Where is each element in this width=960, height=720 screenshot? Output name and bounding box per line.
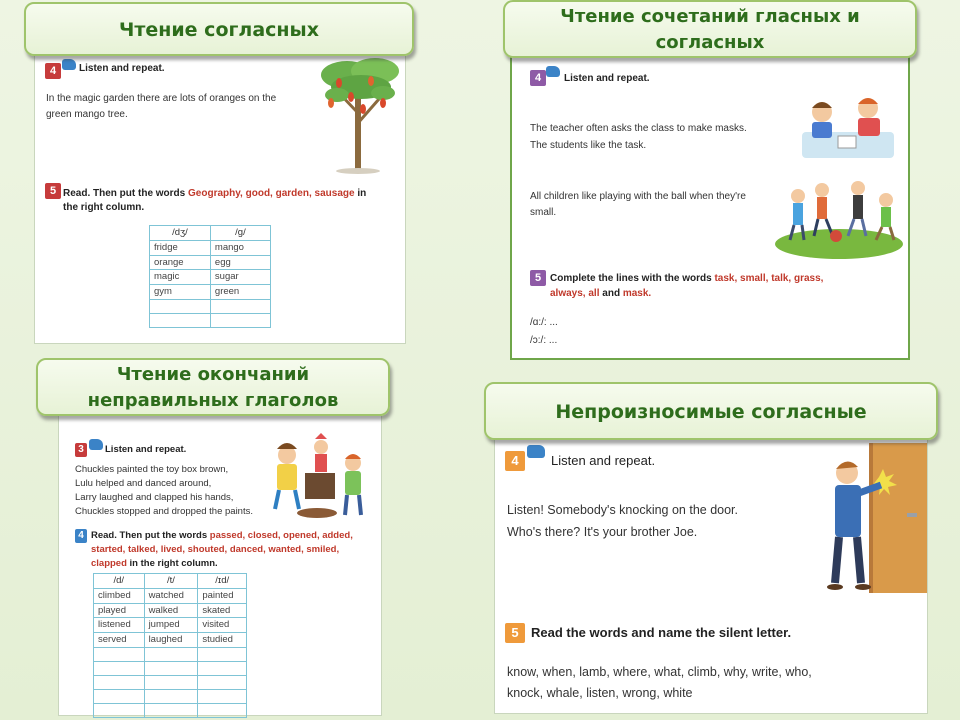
column-header: /g/ [210, 226, 270, 241]
exercise-4-badge: 4 [530, 70, 546, 86]
column-header: /dʒ/ [150, 226, 211, 241]
word-geography: Geography, [188, 188, 243, 199]
word-small: small, [740, 273, 769, 284]
exercise-5-suffix: in [357, 188, 367, 199]
exercise-3-instruction: Listen and repeat. [105, 444, 187, 455]
audio-cd-icon [89, 439, 103, 450]
table-cell: green [210, 285, 270, 300]
verb-endings-table [93, 573, 247, 718]
table-row [94, 618, 247, 633]
textbook-page-irregular-verb-endings [58, 412, 382, 716]
audio-cd-icon [527, 445, 545, 458]
table-cell [198, 647, 247, 661]
audio-cd-icon [62, 59, 76, 70]
column-header: /t/ [144, 574, 198, 589]
poem-line-2: Lulu helped and danced around, [75, 478, 212, 489]
word-all: all [588, 288, 600, 299]
table-cell: egg [210, 255, 270, 270]
table-row [94, 603, 247, 618]
verb-list-1: passed, closed, opened, added, [209, 530, 353, 541]
table-cell [94, 661, 145, 675]
table-cell [94, 689, 145, 703]
table-row [150, 255, 271, 270]
children-making-masks-illustration [794, 90, 900, 162]
table-cell [144, 689, 198, 703]
audio-cd-icon [546, 66, 560, 77]
exercise-5-instruction [550, 272, 906, 287]
exercise-4-line-4: small. [530, 207, 557, 218]
banner-silent-consonants: Непроизносимые согласные [484, 382, 938, 440]
banner-consonants: Чтение согласных [24, 2, 414, 56]
table-cell: skated [198, 603, 247, 618]
table-cell: studied [198, 633, 247, 648]
table-cell [198, 689, 247, 703]
sound-table [149, 225, 271, 328]
exercise-4-line-2: green mango tree. [46, 109, 128, 120]
poem-line-1: Chuckles painted the toy box brown, [75, 464, 229, 475]
table-cell [150, 313, 211, 327]
table-cell [150, 299, 211, 313]
table-cell [144, 647, 198, 661]
table-row [150, 299, 271, 313]
table-cell [144, 675, 198, 689]
exercise-4-line-1: In the magic garden there are lots of oranges on the [46, 93, 277, 104]
poem-line-3: Larry laughed and clapped his hands, [75, 492, 234, 503]
table-cell [144, 661, 198, 675]
table-row [94, 703, 247, 717]
banner-line-2: неправильных глаголов [87, 390, 339, 411]
table-cell: orange [150, 255, 211, 270]
children-playing-ball-illustration [774, 170, 904, 260]
banner-line-2: согласных [655, 32, 765, 53]
verb-list-2: started, talked, lived, shouted, danced, wanted, smiled, [91, 544, 340, 555]
table-cell: gym [150, 285, 211, 300]
table-cell: laughed [144, 633, 198, 648]
word-garden: garden, [275, 188, 312, 199]
word-good: good, [245, 188, 273, 199]
exercise-4-prefix: Read. Then put the words [91, 530, 208, 541]
table-row [150, 313, 271, 327]
poem-line-4: Chuckles stopped and dropped the paints. [75, 506, 253, 517]
table-cell: mango [210, 240, 270, 255]
phoneme-line-o: /ɔ:/: ... [530, 335, 558, 346]
exercise-5-badge: 5 [45, 183, 61, 199]
verb-list-3: clapped [91, 558, 127, 569]
word-sausage: sausage [314, 188, 355, 199]
exercise-5-instruction [63, 187, 403, 202]
table-cell: painted [198, 588, 247, 603]
exercise-4-line-3 [91, 557, 218, 571]
table-header-row [150, 226, 271, 241]
word-talk: talk, [771, 273, 792, 284]
exercise-5-line-2: the right column. [63, 202, 145, 213]
table-cell: served [94, 633, 145, 648]
table-cell [198, 661, 247, 675]
exercise-4-line-2: The students like the task. [530, 140, 647, 151]
exercise-4-badge: 4 [45, 63, 61, 79]
table-cell: played [94, 603, 145, 618]
silent-words-line-2: knock, whale, listen, wrong, white [507, 686, 693, 700]
word-grass: grass, [793, 273, 824, 284]
exercise-4-suffix: in the right column. [129, 558, 218, 569]
table-cell [198, 675, 247, 689]
table-row [150, 270, 271, 285]
exercise-4-line-3: All children like playing with the ball when they're [530, 191, 746, 202]
word-task: task, [714, 273, 738, 284]
silent-words-line-1: know, when, lamb, where, what, climb, why, write, who, [507, 665, 812, 679]
exercise-4-line-1: Listen! Somebody's knocking on the door. [507, 503, 739, 517]
table-cell [144, 703, 198, 717]
table-row [94, 689, 247, 703]
table-cell: visited [198, 618, 247, 633]
column-header: /ɪd/ [198, 574, 247, 589]
exercise-4-instruction [91, 529, 381, 543]
exercise-4-instruction: Listen and repeat. [551, 453, 656, 468]
table-cell [210, 299, 270, 313]
table-row [94, 633, 247, 648]
mango-tree-illustration [317, 53, 403, 175]
banner-irregular-verb-endings [36, 358, 390, 416]
textbook-page-vowel-combinations [510, 48, 910, 360]
table-cell [94, 675, 145, 689]
table-cell [210, 313, 270, 327]
banner-line-1: Чтение сочетаний гласных и [560, 6, 860, 27]
table-cell: listened [94, 618, 145, 633]
exercise-4-line-2: Who's there? It's your brother Joe. [507, 525, 698, 539]
table-cell [198, 703, 247, 717]
exercise-5-line-2 [550, 287, 651, 302]
exercise-5-prefix: Complete the lines with the words [550, 273, 712, 284]
table-header-row [94, 574, 247, 589]
exercise-4-badge: 4 [505, 451, 525, 471]
phoneme-line-a: /ɑ:/: ... [530, 317, 558, 328]
word-mask: mask. [622, 288, 652, 299]
textbook-page-consonants [34, 52, 406, 344]
column-header: /d/ [94, 574, 145, 589]
table-row [150, 285, 271, 300]
table-cell: watched [144, 588, 198, 603]
exercise-3-badge: 3 [75, 443, 87, 457]
table-cell: magic [150, 270, 211, 285]
table-row [94, 661, 247, 675]
table-cell: jumped [144, 618, 198, 633]
exercise-4-badge: 4 [75, 529, 87, 543]
exercise-5-instruction: Read the words and name the silent letter. [531, 625, 792, 640]
table-cell: sugar [210, 270, 270, 285]
exercise-4-instruction: Listen and repeat. [564, 73, 650, 84]
boy-knocking-door-illustration [825, 443, 927, 603]
exercise-5-and: and [602, 288, 621, 299]
exercise-5-badge: 5 [530, 270, 546, 286]
table-row [94, 588, 247, 603]
textbook-page-silent-consonants [494, 434, 928, 714]
banner-vowel-combinations [503, 0, 917, 58]
table-cell [94, 647, 145, 661]
table-row [150, 240, 271, 255]
exercise-4-instruction: Listen and repeat. [79, 63, 165, 74]
word-always: always, [550, 288, 586, 299]
banner-line-1: Чтение окончаний [116, 364, 310, 385]
table-row [94, 647, 247, 661]
exercise-4-line-1: The teacher often asks the class to make masks. [530, 123, 747, 134]
table-cell: climbed [94, 588, 145, 603]
clowns-painting-box-illustration [265, 433, 369, 525]
table-row [94, 675, 247, 689]
exercise-5-badge: 5 [505, 623, 525, 643]
exercise-5-prefix: Read. Then put the words [63, 188, 186, 199]
table-cell: fridge [150, 240, 211, 255]
table-cell: walked [144, 603, 198, 618]
table-cell [94, 703, 145, 717]
